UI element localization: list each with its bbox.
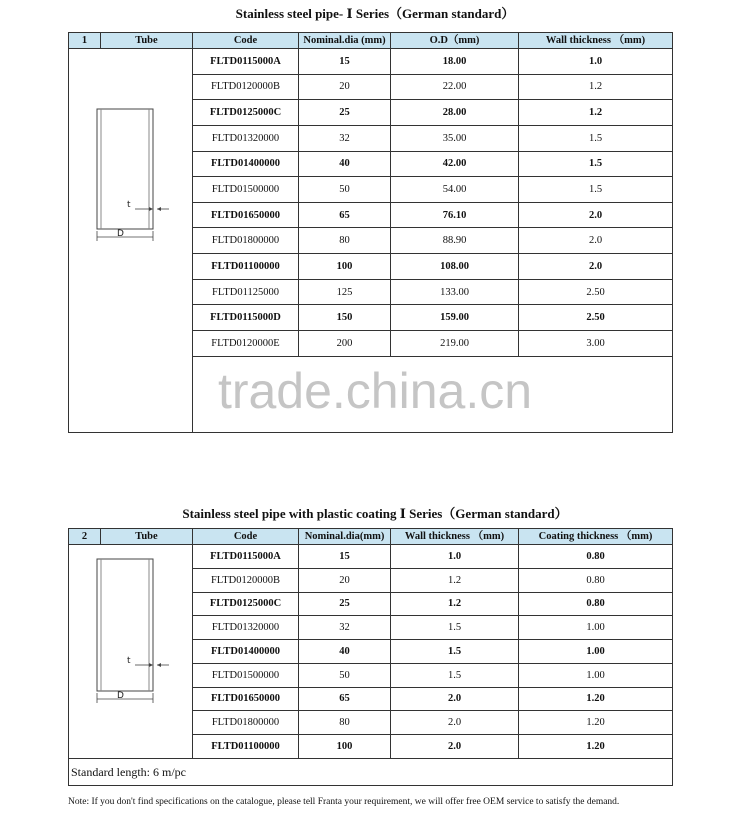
nominal-dia-cell: 20: [299, 74, 391, 100]
footnote: Note: If you don't find specifications on the catalogue, please tell Franta your requirement, we will offer free OEM service to satisfy the demand.: [68, 797, 620, 807]
code-cell: FLTD0115000A: [193, 545, 299, 569]
od-cell: 159.00: [391, 305, 519, 331]
code-cell: FLTD0115000D: [193, 305, 299, 331]
code-cell: FLTD01800000: [193, 711, 299, 735]
wall-arrowhead-right: [157, 663, 161, 667]
diameter-label: D: [117, 229, 124, 239]
header-tube: Tube: [101, 33, 193, 49]
code-cell: FLTD0115000A: [193, 49, 299, 75]
od-cell: 18.00: [391, 49, 519, 75]
od-cell: 76.10: [391, 202, 519, 228]
table-row: [69, 49, 673, 75]
code-cell: FLTD01100000: [193, 735, 299, 759]
code-cell: FLTD01320000: [193, 125, 299, 151]
diameter-label: D: [117, 691, 124, 701]
wall-thickness-cell: 1.5: [519, 125, 673, 151]
nominal-dia-cell: 125: [299, 279, 391, 305]
wall-arrowhead-left: [149, 207, 153, 211]
code-cell: FLTD01320000: [193, 616, 299, 640]
wall-thickness-cell: 1.0: [391, 545, 519, 569]
standard-length-row: [69, 759, 673, 786]
coating-thickness-cell: 1.20: [519, 735, 673, 759]
od-cell: 219.00: [391, 331, 519, 357]
od-cell: 133.00: [391, 279, 519, 305]
nominal-dia-cell: 15: [299, 49, 391, 75]
od-cell: 88.90: [391, 228, 519, 254]
code-cell: FLTD01650000: [193, 687, 299, 711]
table2-title: Stainless steel pipe with plastic coating Ⅰ Series（German standard）: [182, 506, 568, 521]
tube-diagram: [69, 545, 192, 755]
wall-thickness-cell: 1.5: [391, 640, 519, 664]
nominal-dia-cell: 40: [299, 640, 391, 664]
spec-table-2: [68, 528, 673, 786]
tube-outer-outline: [97, 109, 153, 229]
tube-outer-outline: [97, 559, 153, 691]
header-nominal-dia: Nominal.dia(mm): [299, 529, 391, 545]
header-tube: Tube: [101, 529, 193, 545]
header-nominal-dia: Nominal.dia (mm): [299, 33, 391, 49]
nominal-dia-cell: 100: [299, 254, 391, 280]
nominal-dia-cell: 40: [299, 151, 391, 177]
wall-thickness-cell: 1.5: [391, 663, 519, 687]
coating-thickness-cell: 1.00: [519, 616, 673, 640]
nominal-dia-cell: 80: [299, 228, 391, 254]
nominal-dia-cell: 80: [299, 711, 391, 735]
header-code: Code: [193, 33, 299, 49]
code-cell: FLTD0120000E: [193, 331, 299, 357]
nominal-dia-cell: 65: [299, 687, 391, 711]
header-od: O.D（mm): [391, 33, 519, 49]
code-cell: FLTD01500000: [193, 177, 299, 203]
nominal-dia-cell: 200: [299, 331, 391, 357]
wall-thickness-cell: 3.00: [519, 331, 673, 357]
code-cell: FLTD0125000C: [193, 592, 299, 616]
wall-thickness-cell: 1.5: [519, 177, 673, 203]
wall-thickness-cell: 2.50: [519, 305, 673, 331]
code-cell: FLTD01800000: [193, 228, 299, 254]
code-cell: FLTD01100000: [193, 254, 299, 280]
table-row: [69, 545, 673, 569]
tube-diagram-cell: [69, 545, 193, 759]
nominal-dia-cell: 20: [299, 568, 391, 592]
wall-thickness-cell: 2.0: [391, 687, 519, 711]
wall-thickness-cell: 2.0: [391, 711, 519, 735]
code-cell: FLTD0120000B: [193, 74, 299, 100]
watermark: trade.china.cn: [217, 363, 533, 419]
header-wall-thickness: Wall thickness （mm): [519, 33, 673, 49]
wall-thickness-label: t: [127, 656, 131, 666]
nominal-dia-cell: 15: [299, 545, 391, 569]
wall-thickness-cell: 2.0: [519, 228, 673, 254]
header-index: 1: [69, 33, 101, 49]
od-cell: 22.00: [391, 74, 519, 100]
code-cell: FLTD01400000: [193, 640, 299, 664]
code-cell: FLTD01400000: [193, 151, 299, 177]
header-code: Code: [193, 529, 299, 545]
standard-length: Standard length: 6 m/pc: [69, 759, 673, 786]
coating-thickness-cell: 0.80: [519, 545, 673, 569]
nominal-dia-cell: 65: [299, 202, 391, 228]
nominal-dia-cell: 25: [299, 100, 391, 126]
wall-thickness-cell: 2.0: [391, 735, 519, 759]
table-header-row: [69, 529, 673, 545]
nominal-dia-cell: 100: [299, 735, 391, 759]
coating-thickness-cell: 1.20: [519, 687, 673, 711]
header-index: 2: [69, 529, 101, 545]
header-wall-thickness: Wall thickness （mm): [391, 529, 519, 545]
wall-thickness-cell: 1.0: [519, 49, 673, 75]
wall-arrowhead-left: [149, 663, 153, 667]
od-cell: 42.00: [391, 151, 519, 177]
wall-arrowhead-right: [157, 207, 161, 211]
code-cell: FLTD01500000: [193, 663, 299, 687]
od-cell: 54.00: [391, 177, 519, 203]
nominal-dia-cell: 32: [299, 616, 391, 640]
od-cell: 28.00: [391, 100, 519, 126]
wall-thickness-cell: 1.2: [519, 100, 673, 126]
wall-thickness-cell: 1.2: [391, 592, 519, 616]
wall-thickness-cell: 1.5: [519, 151, 673, 177]
code-cell: FLTD0120000B: [193, 568, 299, 592]
nominal-dia-cell: 25: [299, 592, 391, 616]
coating-thickness-cell: 0.80: [519, 592, 673, 616]
table-header-row: [69, 33, 673, 49]
table1-title: Stainless steel pipe- Ⅰ Series（German standard）: [235, 6, 515, 21]
code-cell: FLTD01125000: [193, 279, 299, 305]
coating-thickness-cell: 0.80: [519, 568, 673, 592]
wall-thickness-cell: 2.0: [519, 254, 673, 280]
nominal-dia-cell: 50: [299, 663, 391, 687]
wall-thickness-cell: 1.2: [391, 568, 519, 592]
code-cell: FLTD0125000C: [193, 100, 299, 126]
code-cell: FLTD01650000: [193, 202, 299, 228]
wall-thickness-cell: 2.0: [519, 202, 673, 228]
coating-thickness-cell: 1.00: [519, 640, 673, 664]
nominal-dia-cell: 32: [299, 125, 391, 151]
wall-thickness-label: t: [127, 200, 131, 210]
nominal-dia-cell: 150: [299, 305, 391, 331]
coating-thickness-cell: 1.20: [519, 711, 673, 735]
nominal-dia-cell: 50: [299, 177, 391, 203]
od-cell: 108.00: [391, 254, 519, 280]
od-cell: 35.00: [391, 125, 519, 151]
wall-thickness-cell: 2.50: [519, 279, 673, 305]
wall-thickness-cell: 1.5: [391, 616, 519, 640]
coating-thickness-cell: 1.00: [519, 663, 673, 687]
header-coating-thickness: Coating thickness （mm): [519, 529, 673, 545]
wall-thickness-cell: 1.2: [519, 74, 673, 100]
